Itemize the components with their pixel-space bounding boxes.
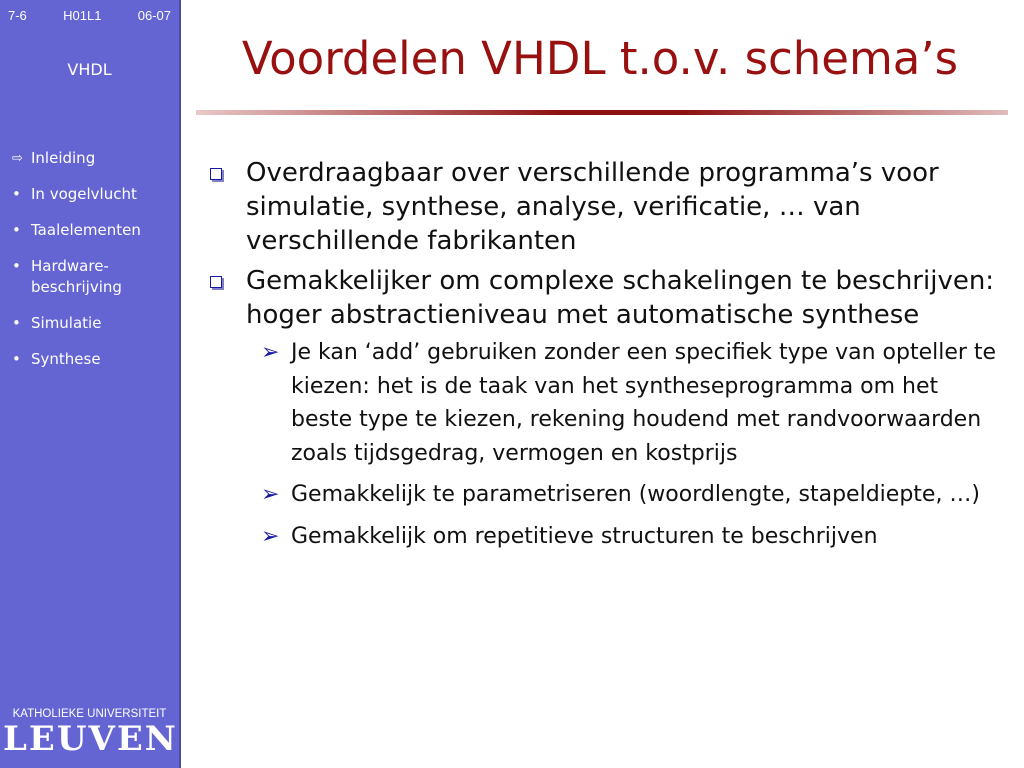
- arrowhead-bullet-icon: ➢: [261, 523, 280, 549]
- sidebar-item-label: Simulatie: [31, 314, 102, 332]
- university-logo: [3, 708, 178, 759]
- sidebar-item-hardware-beschrijving[interactable]: [12, 256, 174, 298]
- bullet-item: [208, 156, 998, 258]
- logo-wordmark: LEUVEN: [3, 719, 178, 759]
- sub-bullet-text: Gemakkelijk te parametriseren (woordlengte, stapeldiepte, …): [291, 482, 981, 507]
- course-name: VHDL: [67, 60, 112, 79]
- sidebar-item-label: Synthese: [31, 350, 101, 368]
- arrowhead-bullet-icon: ➢: [261, 340, 280, 365]
- logo-subtitle: KATHOLIEKE UNIVERSITEIT: [12, 708, 167, 720]
- sidebar-item-in-vogelvlucht[interactable]: [12, 184, 174, 205]
- arrowhead-bullet-icon: ➢: [261, 482, 280, 507]
- sub-bullet-text: Je kan ‘add’ gebruiken zonder een specifiek type van opteller te kiezen: het is de taak van het syntheseprogramma om het beste type te kiezen, rekening houdend met randvoorwaarden zoals tijdsgedrag, vermogen en kostprijs: [291, 340, 997, 466]
- slide-header-info: [8, 8, 171, 23]
- academic-year: 06-07: [137, 8, 171, 23]
- sidebar-item-label: Hardware-beschrijving: [31, 257, 122, 296]
- sidebar: [0, 0, 179, 768]
- bullet-icon: •: [12, 185, 21, 203]
- sidebar-item-inleiding[interactable]: [12, 148, 174, 169]
- bullet-icon: •: [12, 314, 21, 332]
- bullet-item: [208, 264, 998, 553]
- square-bullet-icon: [210, 168, 222, 180]
- sidebar-divider: [179, 0, 181, 768]
- bullet-icon: •: [12, 350, 21, 368]
- sub-bullet-item: [246, 478, 998, 512]
- sidebar-nav: [12, 148, 174, 385]
- course-code: H01L1: [63, 8, 102, 23]
- sidebar-item-simulatie[interactable]: [12, 313, 174, 334]
- sidebar-item-label: In vogelvlucht: [31, 185, 137, 203]
- bullet-icon: •: [12, 221, 21, 239]
- slide-number: 7-6: [8, 8, 27, 23]
- sidebar-item-label: Taalelementen: [31, 221, 141, 239]
- sub-bullet-item: [246, 520, 998, 554]
- slide-title: Voordelen VHDL t.o.v. schema’s: [241, 32, 959, 85]
- slide-content: [208, 156, 998, 561]
- bullet-text: Gemakkelijker om complexe schakelingen te beschrijven: hoger abstractieniveau met automatische synthese: [246, 266, 995, 330]
- sidebar-item-label: Inleiding: [31, 149, 96, 167]
- sidebar-item-taalelementen[interactable]: [12, 220, 174, 241]
- sub-bullet-item: [246, 336, 998, 470]
- sidebar-item-synthese[interactable]: [12, 349, 174, 370]
- arrow-right-icon: ⇨: [12, 151, 23, 166]
- title-divider: [196, 110, 1008, 115]
- bullet-text: Overdraagbaar over verschillende programma’s voor simulatie, synthese, analyse, verificatie, … van verschillende fabrikanten: [246, 158, 939, 256]
- square-bullet-icon: [210, 276, 222, 288]
- sub-bullet-text: Gemakkelijk om repetitieve structuren te beschrijven: [291, 523, 878, 549]
- bullet-icon: •: [12, 257, 21, 275]
- sub-bullet-list: [246, 336, 998, 553]
